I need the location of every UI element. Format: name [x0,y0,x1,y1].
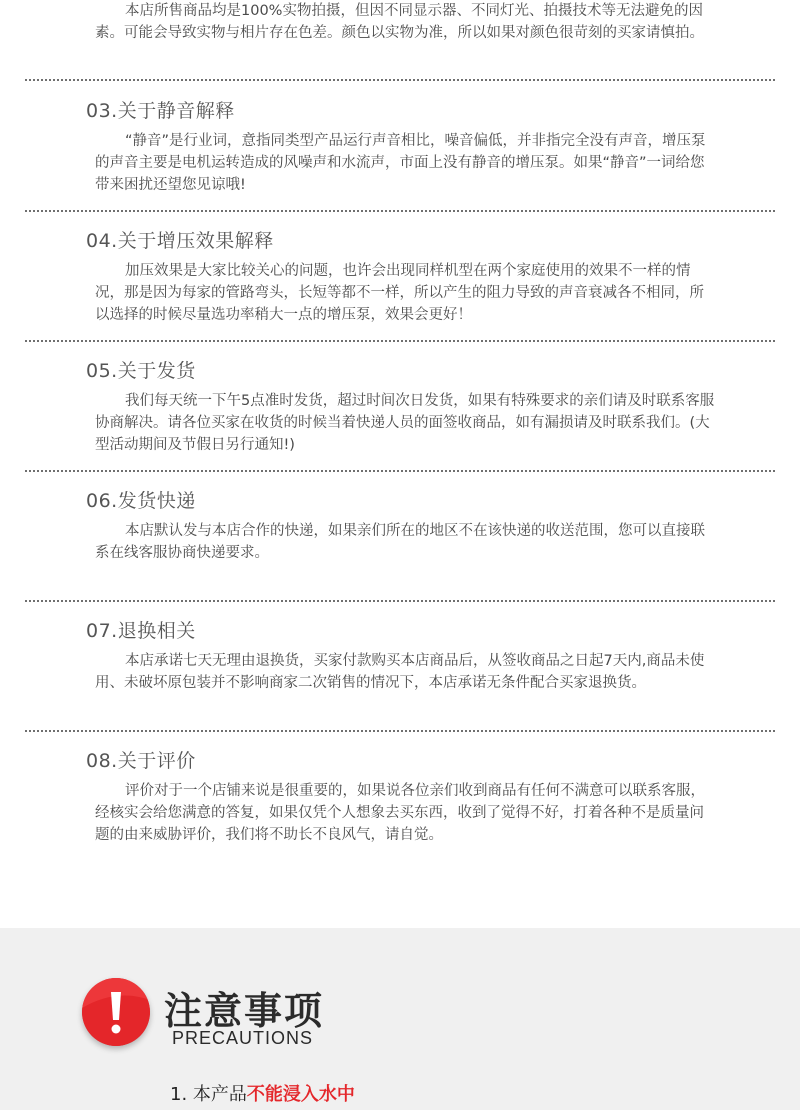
section-text-review: 评价对于一个店铺来说是很重要的，如果说各位亲们收到商品有任何不满意可以联系客服，经核实会给您满意的答复，如果仅凭个人想象去买东西，收到了觉得不好，打着各种不是质量问题的由来威胁评价，我们将不助长不良风气，请自觉。 [95,783,705,843]
intro-paragraph: 本店所售商品均是100%实物拍摄，但因不同显示器、不同灯光、拍摄技术等无法避免的因素。可能会导致实物与相片存在色差。颜色以实物为准，所以如果对颜色很苛刻的买家请慎拍。 [95,3,704,41]
section-divider [25,340,775,342]
section-title-silent: 03.关于静音解释 [86,100,235,122]
section-title-review: 08.关于评价 [86,750,196,772]
section-divider [25,470,775,472]
section-divider [25,730,775,732]
section-divider [25,79,775,81]
exclamation-icon [82,978,150,1046]
rule-1-highlight: 不能浸入水中 [246,1084,355,1105]
section-text-returns: 本店承诺七天无理由退换货，买家付款购买本店商品后，从签收商品之日起7天内,商品未使用、未破坏原包装并不影响商家二次销售的情况下，本店承诺无条件配合买家退换货。 [95,653,705,691]
section-text-silent: “静音”是行业词，意指同类型产品运行声音相比，噪音偏低，并非指完全没有声音，增压泵的声音主要是电机运转造成的风噪声和水流声，市面上没有静音的增压泵。如果“静音”一词给您带来困扰还望您见谅哦! [95,133,706,193]
section-text-courier: 本店默认发与本店合作的快递，如果亲们所在的地区不在该快递的收送范围，您可以直接联系在线客服协商快递要求。 [95,523,705,561]
precautions-subtitle: PRECAUTIONS [172,1028,314,1048]
section-title-pressure: 04.关于增压效果解释 [86,230,274,252]
rule-1-prefix: 1. 本产品 [170,1084,247,1105]
section-divider [25,210,775,212]
precautions-title: 注意事项 [164,989,325,1033]
section-title-returns: 07.退换相关 [86,620,196,642]
section-title-shipping: 05.关于发货 [86,360,196,382]
section-text-shipping: 我们每天统一下午5点准时发货，超过时间次日发货，如果有特殊要求的亲们请及时联系客服协商解决。请各位买家在收货的时候当着快递人员的面签收商品，如有漏损请及时联系我们。(大型活动期间及节假日另行通知!) [95,393,715,453]
precaution-rule-1 [170,1080,355,1106]
section-title-courier: 06.发货快递 [86,490,196,512]
section-text-pressure: 加压效果是大家比较关心的问题，也许会出现同样机型在两个家庭使用的效果不一样的情况，那是因为每家的管路弯头，长短等都不一样，所以产生的阻力导致的声音衰减各不相同，所以选择的时候尽量选功率稍大一点的增压泵，效果会更好！ [95,263,704,323]
section-divider [25,600,775,602]
